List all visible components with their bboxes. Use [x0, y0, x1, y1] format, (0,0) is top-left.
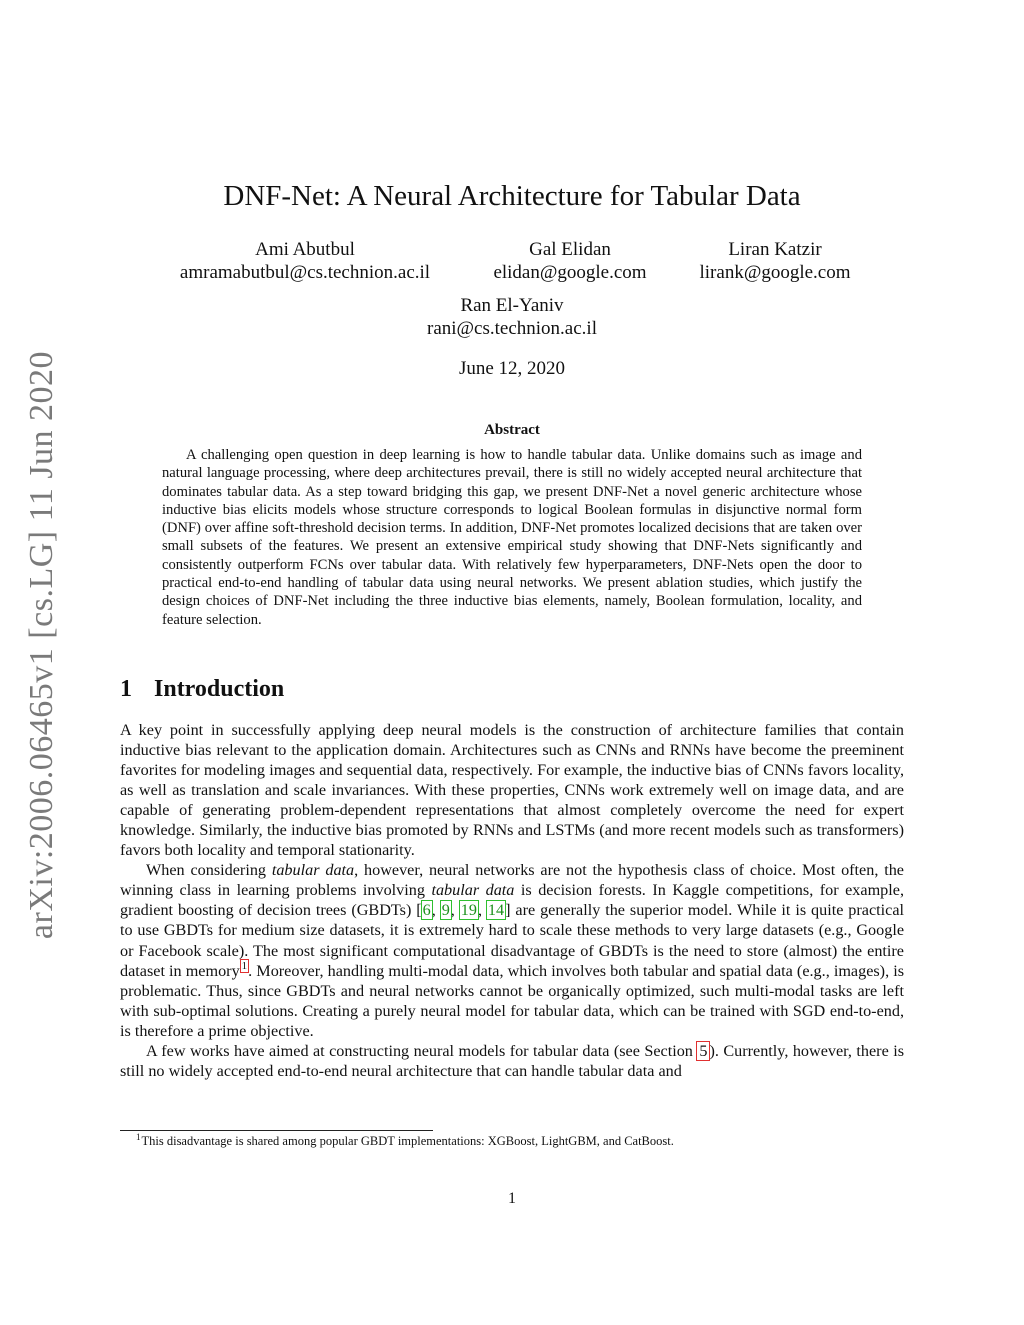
author-email: rani@cs.technion.ac.il — [427, 318, 597, 339]
author-1 — [155, 238, 455, 284]
text-run: , however, neural networks are not the hypothesis class of choice. Most often, the winning class in learning problems involving — [120, 861, 904, 900]
paper-title: DNF-Net: A Neural Architecture for Tabular Data — [223, 180, 801, 212]
section-ref-link[interactable]: 5 — [699, 1041, 708, 1060]
arxiv-identifier: arXiv:2006.06465v1 [cs.LG] 11 Jun 2020 — [23, 350, 60, 940]
text-run: ). Currently, however, there is still no widely accepted end-to-end neural architecture that can handle tabular data and — [120, 1041, 905, 1080]
author-email: lirank@google.com — [699, 262, 851, 283]
text-run: When considering — [146, 861, 272, 880]
citation-link[interactable]: 14 — [487, 901, 505, 920]
body-text — [120, 720, 904, 1081]
text-run: A few works have aimed at constructing neural models for tabular data (see Section — [146, 1041, 698, 1060]
paragraph-2: When considering tabular data, however, neural networks are not the hypothesis class of choice. Most often, the winning class in learning problems involving tabular data is decision forests. In Kaggle competitions, for example, gradient boosting of decision trees (GBDTs) [6, 9, 19, 14] are generally the superior model. While it is quite practical to use GBDTs for medium size datasets, it is extremely hard to scale these methods to very large datasets (e.g., Google or Facebook scale). The most significant computational disadvantage of GBDTs is the need to store (almost) the entire dataset in memory $^1$. Moreover, handling multi-modal data, which involves both tabular and spatial data (e.g., images), is problematic. Thus, since GBDTs and neural networks cannot be organically optimized, such multi-modal tasks are left with sub-optimal solutions. Creating a purely neural model for tabular data, which can be trained with SGD end-to-end, is therefore a prime objective. — [120, 861, 905, 1040]
paragraph-3 — [120, 1041, 904, 1081]
section-title: Introduction — [154, 676, 285, 702]
author-name: Liran Katzir — [728, 239, 822, 260]
author-2 — [470, 238, 670, 284]
emphasis: tabular data — [271, 861, 355, 880]
abstract-heading: Abstract — [484, 422, 540, 438]
author-name: Gal Elidan — [529, 239, 611, 260]
author-4 — [362, 294, 662, 340]
citation-link[interactable]: 6 — [422, 901, 431, 920]
footnote-mark: 1 — [136, 1131, 141, 1142]
author-email: elidan@google.com — [493, 262, 647, 283]
author-name: Ami Abutbul — [255, 239, 355, 260]
citation-link[interactable]: 19 — [460, 901, 477, 920]
footnote — [136, 1133, 904, 1149]
footnote-link[interactable]: 1 — [241, 960, 248, 973]
text-run: is decision forests. In Kaggle competitions, for example, gradient boosting of decision trees (GBDTs) [ — [120, 881, 904, 920]
footnote-divider — [120, 1130, 433, 1131]
author-email: amramabutbul@cs.technion.ac.il — [179, 262, 431, 283]
publication-date: June 12, 2020 — [458, 358, 566, 379]
emphasis: tabular data — [431, 881, 515, 900]
paragraph-1: A key point in successfully applying deep neural models is the construction of architecture families that contain inductive bias relevant to the application domain. Architectures such as CNNs and RNNs have become the preeminent favorites for modeling images and sequential data, respectively. For example, the inductive bias of CNNs favors locality, as well as translation and scale invariances. With these properties, CNNs work extremely well on image data, and are capable of generating problem-dependent representations that almost completely overcome the need for expert knowledge. Similarly, the inductive bias promoted by RNNs and LSTMs (and more recent models such as transformers) favors both locality and temporal stationarity. — [120, 721, 904, 860]
citation-link[interactable]: 9 — [441, 901, 450, 920]
footnote-text: This disadvantage is shared among popular GBDT implementations: XGBoost, LightGBM, and CatBoost. — [141, 1134, 674, 1148]
author-3 — [680, 238, 870, 284]
page-number: 1 — [508, 1190, 516, 1207]
author-name: Ran El-Yaniv — [460, 295, 564, 316]
abstract-text: A challenging open question in deep learning is how to handle tabular data. Unlike domains such as image and natural language processing, where deep architectures prevail, there is still no widely accepted neural architecture that dominates tabular data. As a step toward bridging this gap, we present DNF-Net a novel generic architecture whose inductive bias elicits models whose structure corresponds to logical Boolean formulas in disjunctive normal form (DNF) over affine soft-threshold decision terms. In addition, DNF-Net promotes localized decisions that are taken over small subsets of the features. We present an extensive empirical study showing that DNF-Nets significantly and consistently outperform FCNs over tabular data. With relatively few hyperparameters, DNF-Nets open the door to practical end-to-end handling of tabular data using neural networks. We present ablation studies, which justify the design choices of DNF-Net including the three inductive bias elements, namely, Boolean formulation, locality, and feature selection. — [162, 447, 862, 628]
text-run: ] are generally the superior model. While it is quite practical to use GBDTs for medium size datasets, it is extremely hard to scale these methods to very large datasets (e.g., Google or Facebook scale). The most significant computational disadvantage of GBDTs is the need to store (almost) the entire dataset in memory — [120, 901, 905, 980]
text-run: . Moreover, handling multi-modal data, which involves both tabular and spatial data (e.g., images), is problematic. Thus, since GBDTs and neural networks cannot be organically optimized, such multi-modal tasks are left with sub-optimal solutions. Creating a purely neural model for tabular data, which can be trained with SGD end-to-end, is therefore a prime objective. — [120, 961, 905, 1040]
section-heading — [120, 676, 284, 703]
section-number: 1 — [120, 676, 132, 702]
